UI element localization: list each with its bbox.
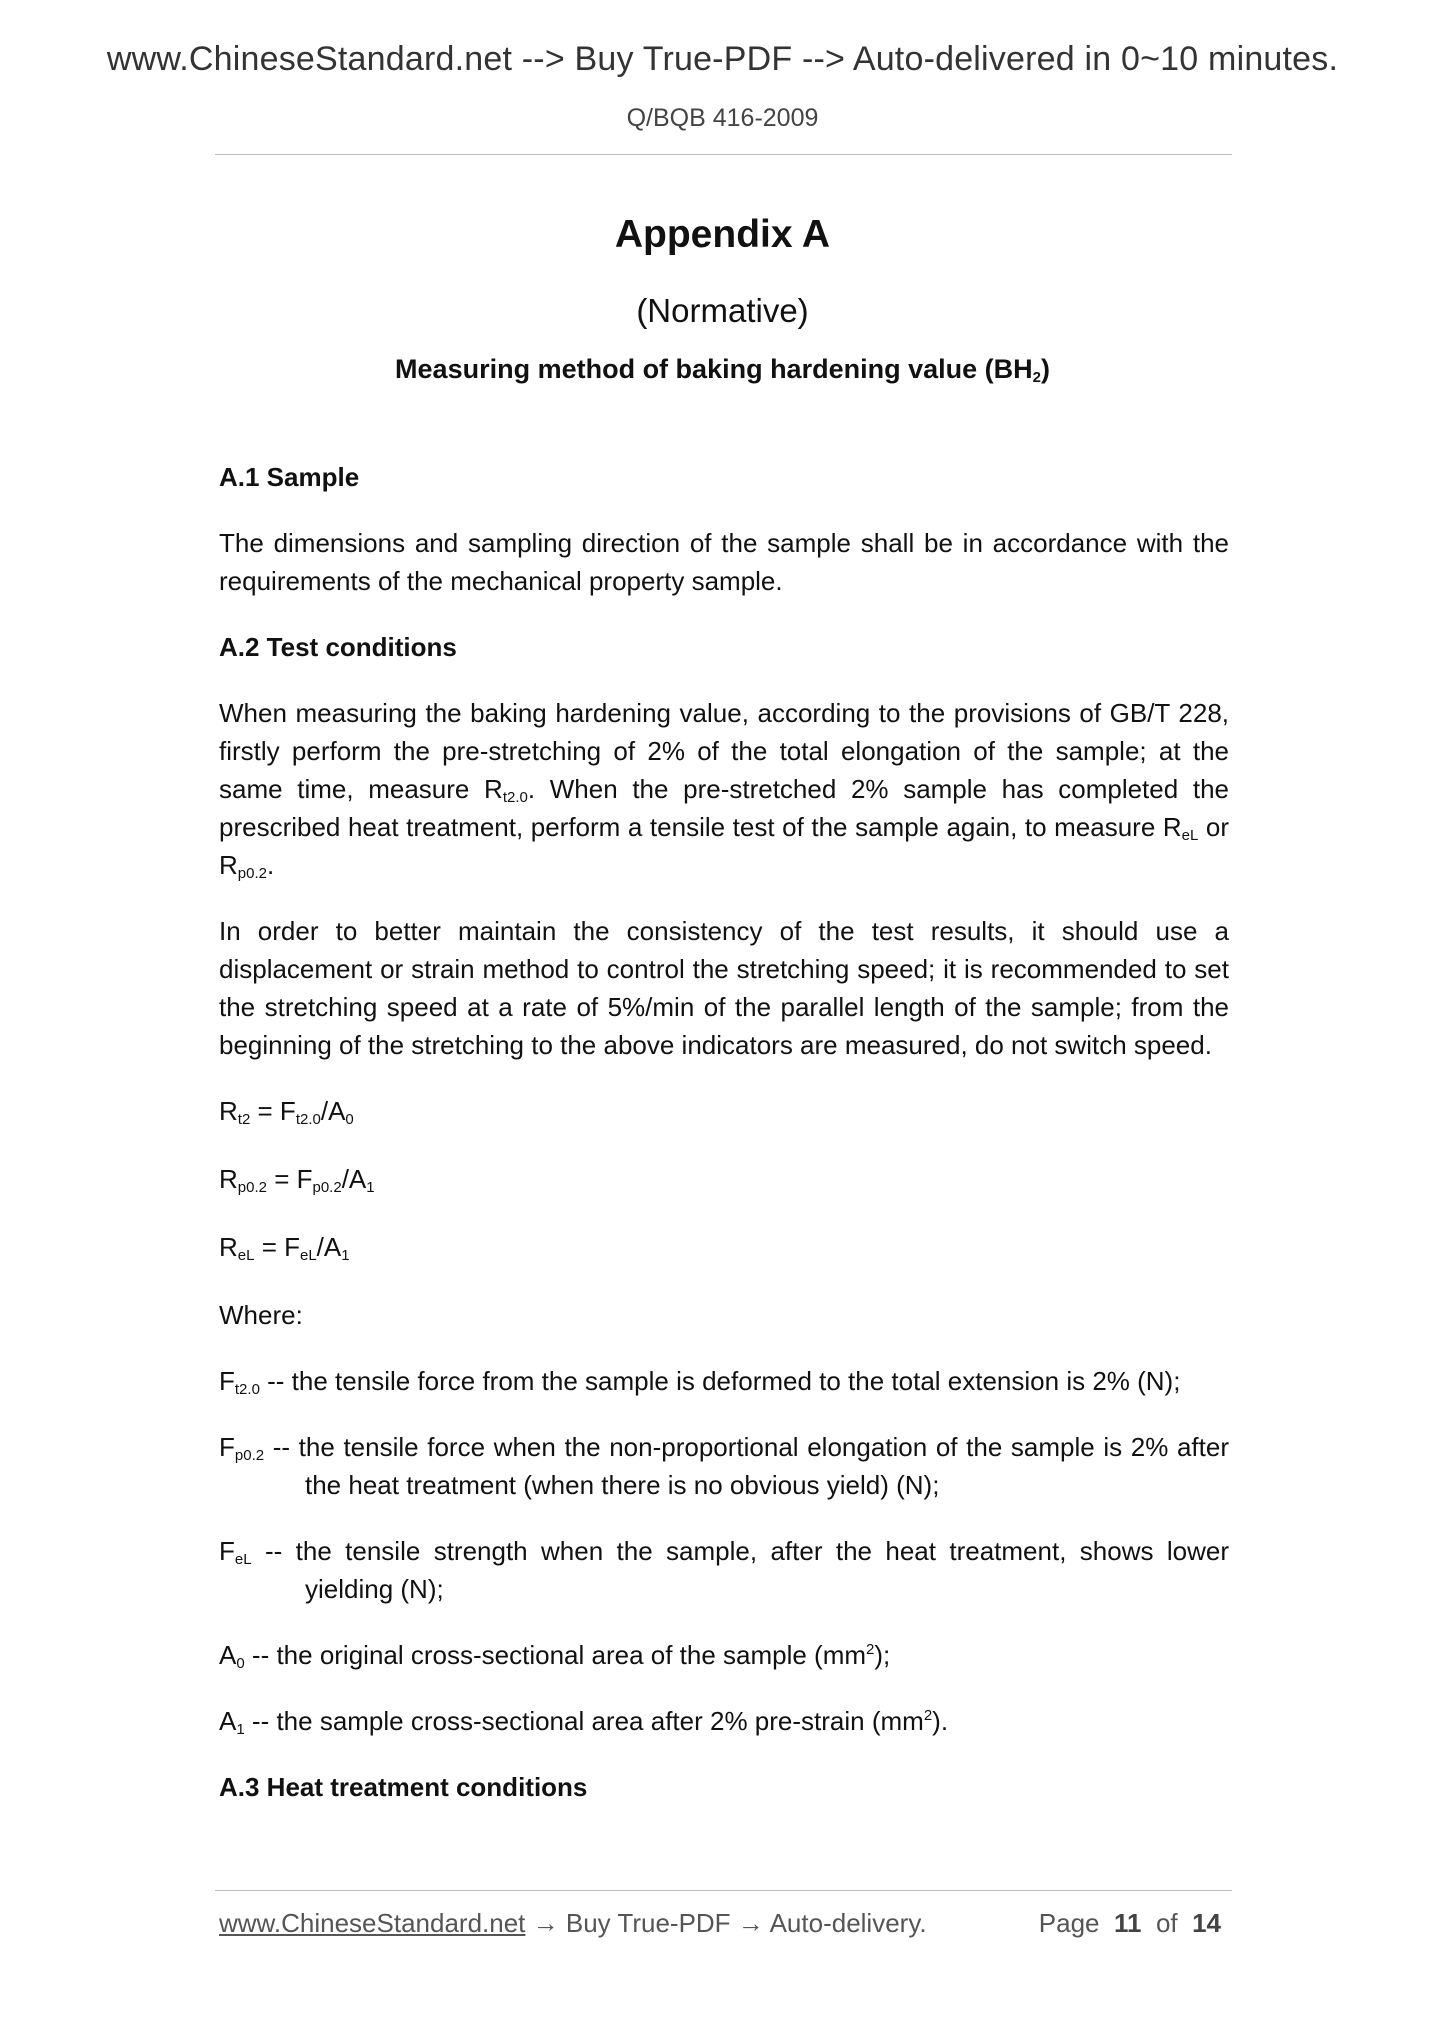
subtitle-subscript: 2 — [1032, 369, 1041, 386]
def2-text: -- the tensile force when the non-proportional elongation of the sample is 2% after the heat treatment (when there is no obvious yield) (N); — [264, 1432, 1229, 1500]
equation-rt2 — [219, 1092, 1229, 1130]
def2-sub: p0.2 — [234, 1447, 265, 1464]
normative-label: (Normative) — [636, 292, 809, 329]
eq1-a: R — [219, 1096, 238, 1126]
def5-symbol: A — [219, 1706, 237, 1736]
def3-text: -- the tensile strength when the sample, after the heat treatment, shows lower yielding (N); — [251, 1536, 1229, 1604]
def4-end: ); — [874, 1640, 891, 1670]
def5-sub: 1 — [236, 1721, 245, 1738]
p1-sub-3: p0.2 — [237, 865, 267, 882]
def1-symbol: F — [219, 1366, 235, 1396]
footer-divider — [215, 1890, 1232, 1891]
where-label: Where: — [219, 1300, 303, 1330]
eq1-c: /A — [320, 1096, 346, 1126]
eq1-b-sub: t2.0 — [295, 1111, 321, 1128]
eq1-b: = F — [250, 1096, 296, 1126]
p1-sub-1: t2.0 — [502, 789, 528, 806]
eq3-c: /A — [316, 1232, 342, 1262]
eq1-c-sub: 0 — [345, 1111, 354, 1128]
eq3-b: = F — [254, 1232, 300, 1262]
page-total: 14 — [1192, 1908, 1221, 1938]
section-a2-paragraph-1 — [219, 694, 1229, 884]
eq1-a-sub: t2 — [237, 1111, 251, 1128]
eq3-a-sub: eL — [237, 1247, 255, 1264]
header-divider — [215, 154, 1232, 155]
def4-sub: 0 — [236, 1655, 245, 1672]
def4-text: -- the original cross-sectional area of the sample (mm — [244, 1640, 867, 1670]
page-number: 11 — [1113, 1908, 1142, 1938]
footer-arrow-1: → Buy True-PDF — [525, 1908, 738, 1938]
eq3-c-sub: 1 — [341, 1247, 350, 1264]
equation-rel — [219, 1228, 1229, 1266]
def5-text: -- the sample cross-sectional area after 2% pre-strain (mm — [244, 1706, 924, 1736]
eq3-a: R — [219, 1232, 238, 1262]
footer-arrow-2: → Auto-delivery. — [737, 1908, 927, 1938]
eq3-b-sub: eL — [299, 1247, 317, 1264]
def3-sub: eL — [234, 1551, 252, 1568]
definition-a0 — [219, 1636, 1229, 1674]
p1-part-c: or R — [219, 812, 1229, 880]
def4-sup: 2 — [866, 1641, 875, 1658]
def1-sub: t2.0 — [234, 1381, 260, 1398]
def5-sup: 2 — [923, 1707, 933, 1724]
p1-part-d: . — [266, 850, 275, 880]
definition-fp02 — [219, 1428, 1229, 1504]
definition-fel — [219, 1532, 1229, 1608]
p1-part-a: When measuring the baking hardening value, according to the provisions of GB/T 228, firstly perform the pre-stretching of 2% of the total elongation of the sample; at the same time, measure R — [219, 698, 1229, 804]
eq2-b-sub: p0.2 — [312, 1179, 342, 1196]
equation-rp02 — [219, 1160, 1229, 1198]
definition-ft20 — [219, 1362, 1229, 1400]
appendix-subtitle — [0, 354, 1445, 385]
page-footer — [219, 1908, 1229, 1939]
page-indicator — [1039, 1908, 1221, 1939]
page-label: Page — [1038, 1908, 1100, 1938]
subtitle-text: Measuring method of baking hardening value (BH — [395, 354, 1033, 384]
eq2-a: R — [219, 1164, 238, 1194]
subtitle-close: ) — [1040, 354, 1050, 384]
section-a3-heading: A.3 Heat treatment conditions — [219, 1772, 588, 1802]
p1-part-b: . When the pre-stretched 2% sample has completed the prescribed heat treatment, perform a tensile test of the sample again, to measure R — [219, 774, 1229, 842]
eq2-b: = F — [266, 1164, 313, 1194]
section-a2-heading: A.2 Test conditions — [219, 632, 457, 662]
def3-symbol: F — [219, 1536, 235, 1566]
p1-sub-2: eL — [1181, 827, 1199, 844]
eq2-c: /A — [341, 1164, 367, 1194]
eq2-a-sub: p0.2 — [237, 1179, 267, 1196]
appendix-title: Appendix A — [614, 213, 831, 256]
document-body — [219, 458, 1229, 1834]
def5-end: ). — [932, 1706, 949, 1736]
def4-symbol: A — [219, 1640, 237, 1670]
of-label: of — [1155, 1908, 1178, 1938]
eq2-c-sub: 1 — [366, 1179, 375, 1196]
footer-link[interactable]: www.ChineseStandard.net — [219, 1908, 526, 1938]
def2-symbol: F — [219, 1432, 235, 1462]
section-a2-paragraph-2: In order to better maintain the consistency of the test results, it should use a displacement or strain method to control the stretching speed; it is recommended to set the stretching speed at a rate of 5%/min of the parallel length of the sample; from the beginning of the stretching to the above indicators are measured, do not switch speed. — [219, 916, 1229, 1060]
section-a1-heading: A.1 Sample — [219, 462, 360, 492]
definition-a1 — [219, 1702, 1229, 1740]
document-code: Q/BQB 416-2009 — [626, 104, 819, 132]
header-banner: www.ChineseStandard.net --> Buy True-PDF --> Auto-delivered in 0~10 minutes. — [106, 40, 1339, 78]
section-a1-text: The dimensions and sampling direction of the sample shall be in accordance with the requirements of the mechanical property sample. — [219, 528, 1229, 596]
def1-text: -- the tensile force from the sample is deformed to the total extension is 2% (N); — [259, 1366, 1181, 1396]
